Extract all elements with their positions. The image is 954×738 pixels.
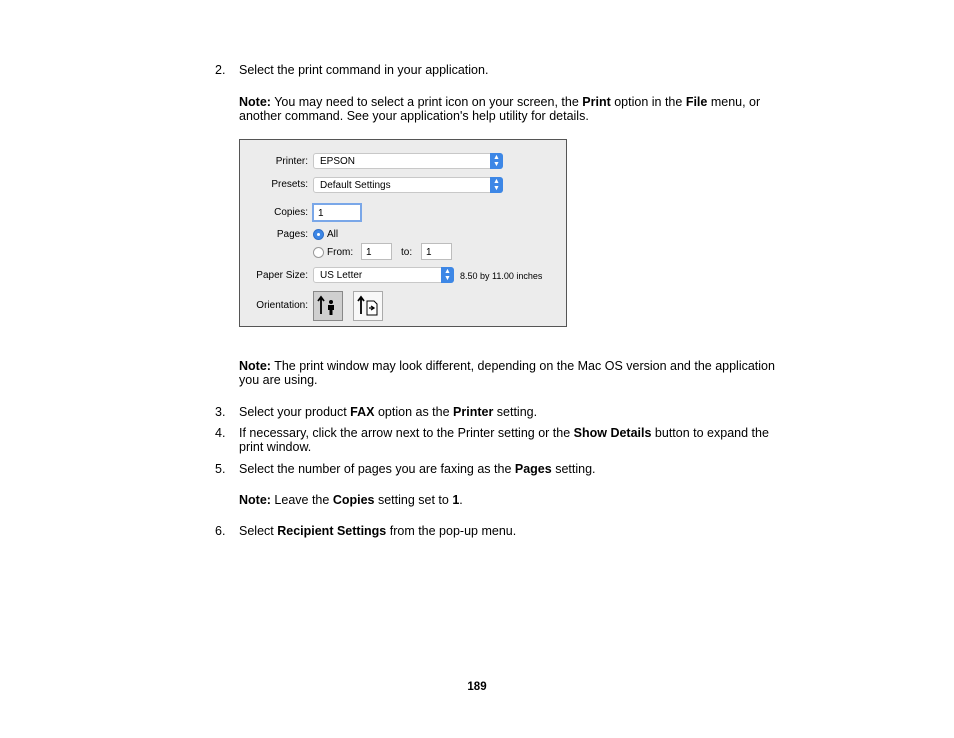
note-line: another command. See your application's help utility for details. — [239, 109, 589, 123]
step-text — [239, 462, 596, 476]
pages-from-label: From: — [327, 247, 354, 258]
note-text: . — [459, 493, 463, 507]
step-text — [239, 426, 769, 440]
printer-value: EPSON — [320, 156, 356, 167]
note-text: You may need to select a print icon on your screen, the — [270, 95, 583, 109]
note-label: Note: — [239, 359, 271, 373]
note-line: you are using. — [239, 373, 318, 387]
note-text: option in the — [610, 95, 686, 109]
portrait-icon — [314, 292, 342, 320]
step-number: 2. — [215, 63, 226, 77]
paper-size-popup[interactable] — [313, 267, 454, 283]
step-text-part: If necessary, click the arrow next to the Printer setting or the — [239, 426, 574, 440]
portrait-orientation-button[interactable] — [313, 291, 343, 321]
step-text-part: Select — [239, 524, 278, 538]
step-text: Select the print command in your application. — [239, 63, 489, 77]
from-field[interactable]: 1 — [361, 243, 392, 260]
step-text — [239, 524, 516, 538]
step-number: 6. — [215, 524, 226, 538]
printer-label: Printer: — [275, 156, 308, 167]
paper-size-label: Paper Size: — [256, 270, 308, 281]
step-text-part: setting. — [493, 405, 538, 419]
printer-popup[interactable] — [313, 153, 503, 169]
pages-from-radio[interactable] — [313, 247, 324, 258]
bold-term: Print — [582, 95, 611, 109]
paper-dimensions: 8.50 by 11.00 inches — [460, 271, 543, 281]
landscape-icon — [354, 292, 382, 320]
note-label: Note: — [239, 95, 271, 109]
presets-value: Default Settings — [320, 180, 391, 191]
step-text-part: Select the number of pages you are faxing as the — [239, 462, 515, 476]
pages-all-radio[interactable] — [313, 229, 324, 240]
landscape-orientation-button[interactable] — [353, 291, 383, 321]
copies-field[interactable]: 1 — [312, 203, 362, 222]
bold-term: Printer — [453, 405, 494, 419]
step-number: 4. — [215, 426, 226, 440]
bold-term: 1 — [452, 493, 460, 507]
note-line — [239, 95, 760, 109]
note-text: Leave the — [270, 493, 333, 507]
bold-term: Recipient Settings — [277, 524, 387, 538]
pages-all-label: All — [327, 229, 339, 240]
popup-arrows-icon: ▲ ▼ — [490, 177, 503, 193]
presets-label: Presets: — [271, 179, 308, 190]
note-line — [239, 359, 775, 373]
page-number: 189 — [467, 681, 487, 693]
step-text-part: button to expand the — [651, 426, 769, 440]
popup-arrows-icon: ▲ ▼ — [490, 153, 503, 169]
presets-popup[interactable] — [313, 177, 503, 193]
to-field[interactable]: 1 — [421, 243, 452, 260]
step-number: 5. — [215, 462, 226, 476]
orientation-label: Orientation: — [256, 300, 308, 311]
popup-arrows-icon: ▲ ▼ — [441, 267, 454, 283]
step-text-part: from the pop-up menu. — [386, 524, 517, 538]
paper-size-value: US Letter — [320, 270, 363, 281]
note-text: The print window may look different, depending on the Mac OS version and the application — [270, 359, 775, 373]
note-text: setting set to — [374, 493, 453, 507]
step-text: print window. — [239, 440, 312, 454]
copies-label: Copies: — [274, 207, 308, 218]
step-text-part: setting. — [551, 462, 596, 476]
note-text: menu, or — [707, 95, 761, 109]
pages-label: Pages: — [276, 229, 308, 240]
bold-term: FAX — [350, 405, 375, 419]
note-line — [239, 493, 463, 507]
step-text-part: Select your product — [239, 405, 351, 419]
bold-term: Pages — [514, 462, 552, 476]
bold-term: Show Details — [573, 426, 652, 440]
bold-term: Copies — [332, 493, 375, 507]
step-text-part: option as the — [374, 405, 454, 419]
bold-term: File — [685, 95, 708, 109]
step-number: 3. — [215, 405, 226, 419]
note-label: Note: — [239, 493, 271, 507]
step-text — [239, 405, 537, 419]
to-label: to: — [401, 247, 413, 258]
print-dialog-screenshot — [239, 139, 567, 327]
